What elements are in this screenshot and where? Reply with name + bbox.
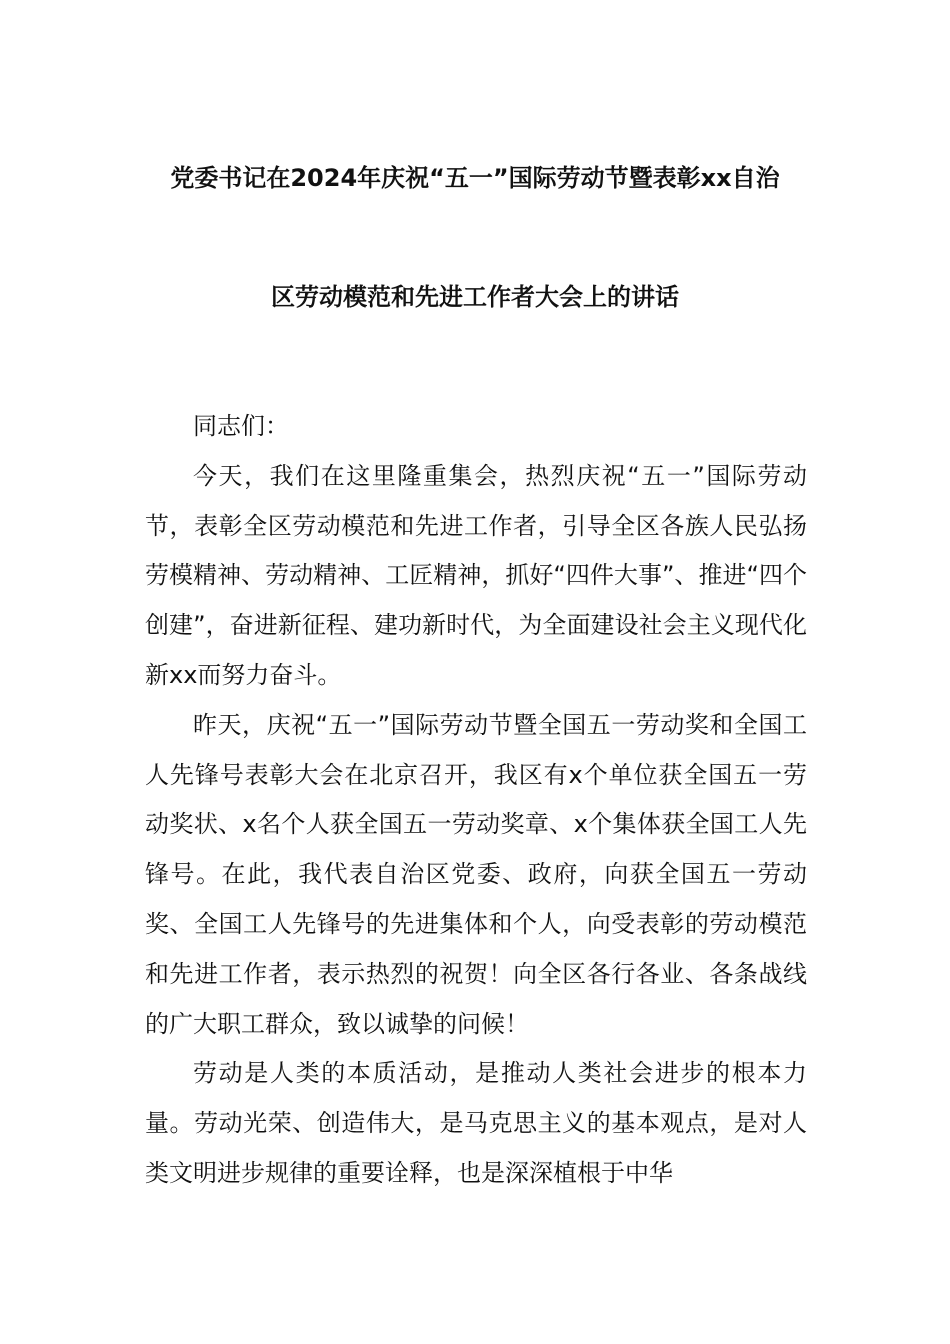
document-title-line-2: 区劳动模范和先进工作者大会上的讲话: [271, 283, 679, 311]
document-body: [145, 402, 807, 1199]
document-title-line-1: 党委书记在2024年庆祝“五一”国际劳动节暨表彰xx自治: [170, 164, 780, 192]
paragraph: 今天，我们在这里隆重集会，热烈庆祝“五一”国际劳动节，表彰全区劳动模范和先进工作者，引导全区各族人民弘扬劳模精神、劳动精神、工匠精神，抓好“四件大事”、推进“四个创建”，奋进新征程、建功新时代，为全面建设社会主义现代化新xx而努力奋斗。: [145, 461, 807, 689]
paragraph: 昨天，庆祝“五一”国际劳动节暨全国五一劳动奖和全国工人先锋号表彰大会在北京召开，我区有x个单位获全国五一劳动奖状、x名个人获全国五一劳动奖章、x个集体获全国工人先锋号。在此，我代表自治区党委、政府，向获全国五一劳动奖、全国工人先锋号的先进集体和个人，向受表彰的劳动模范和先进工作者，表示热烈的祝贺！向全区各行各业、各条战线的广大职工群众，致以诚挚的问候！: [145, 710, 807, 1038]
paragraph: 劳动是人类的本质活动，是推动人类社会进步的根本力量。劳动光荣、创造伟大，是马克思主义的基本观点，是对人类文明进步规律的重要诠释，也是深深植根于中华: [145, 1059, 807, 1187]
salutation: 同志们：: [193, 412, 289, 440]
